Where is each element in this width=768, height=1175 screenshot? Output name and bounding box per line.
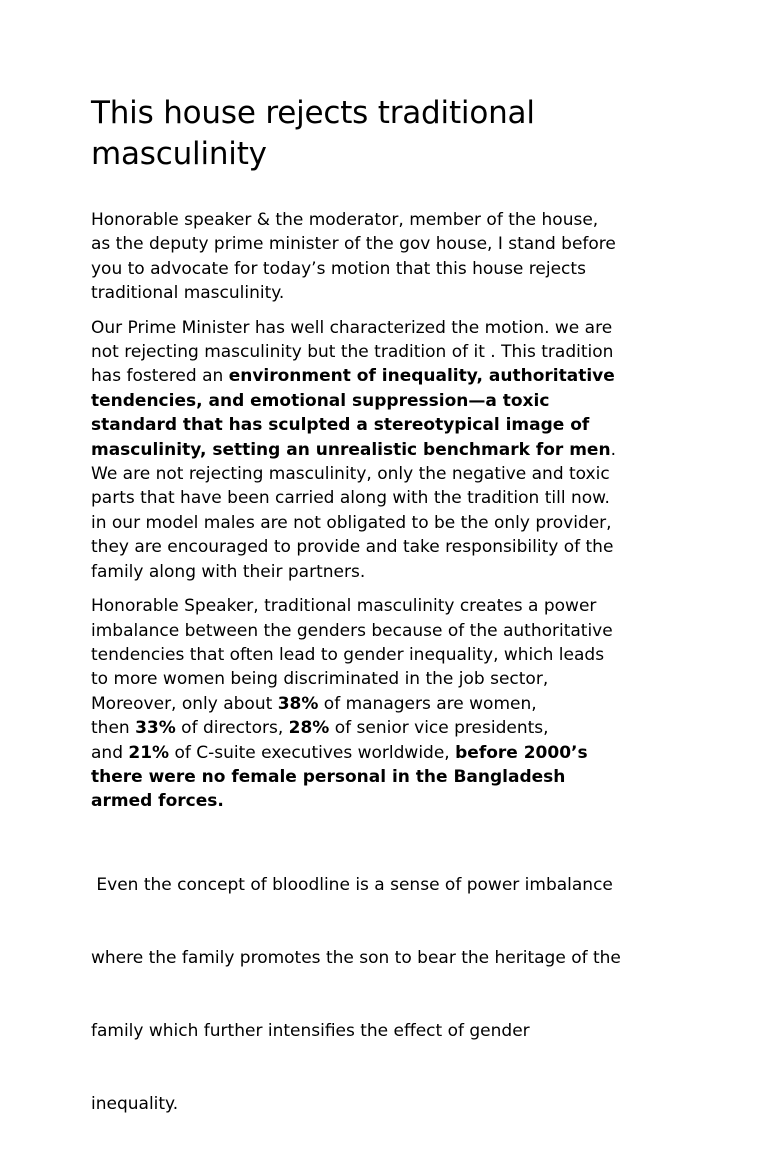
text-line: parts that have been carried along with the tradition till now. (91, 488, 610, 509)
text-line: as the deputy prime minister of the gov house, I stand before (91, 234, 616, 255)
text-run: of senior vice presidents, (329, 718, 549, 739)
text-line: where the family promotes the son to bear the heritage of the (91, 947, 621, 968)
text-line (91, 364, 691, 388)
text-line (91, 716, 691, 740)
statistic: 33% (135, 718, 176, 739)
paragraph-power-imbalance (91, 594, 691, 814)
text-line: traditional masculinity. (91, 283, 285, 304)
text-run: of managers are women, (318, 693, 537, 714)
text-line (91, 741, 691, 765)
document-page (91, 93, 691, 1175)
text-line: imbalance between the genders because of the authoritative (91, 620, 613, 641)
text-line: inequality. (91, 1094, 179, 1115)
bold-text-line: armed forces. (91, 791, 224, 812)
text-run: Moreover, only about (91, 693, 278, 714)
text-line (91, 692, 691, 716)
text-run: . (610, 439, 616, 460)
paragraph-motion (91, 316, 691, 584)
statistic: 21% (128, 742, 170, 763)
paragraph-intro (91, 208, 691, 306)
text-line: they are encouraged to provide and take responsibility of the (91, 537, 614, 558)
text-line: you to advocate for today’s motion that this house rejects (91, 258, 586, 279)
text-run: has fostered an (91, 366, 229, 387)
text-run: and (91, 742, 129, 763)
text-line: We are not rejecting masculinity, only the negative and toxic (91, 464, 610, 485)
title-line: masculinity (91, 136, 267, 172)
title-line: This house rejects traditional (91, 95, 535, 131)
text-line: not rejecting masculinity but the tradition of it . This tradition (91, 342, 614, 363)
text-line: tendencies that often lead to gender inequality, which leads (91, 644, 605, 665)
text-line: Honorable speaker & the moderator, member of the house, (91, 210, 599, 230)
text-line: Honorable Speaker, traditional masculinity creates a power (91, 596, 597, 617)
text-line: family along with their partners. (91, 561, 366, 582)
text-run: of directors, (175, 718, 289, 739)
text-line (91, 438, 691, 462)
text-line: Our Prime Minister has well characterized the motion. we are (91, 317, 613, 338)
paragraph-bloodline (91, 824, 691, 1166)
bold-text: before 2000’s (455, 742, 588, 763)
document-title (91, 93, 691, 175)
bold-text: environment of inequality, authoritative (228, 366, 615, 387)
text-line: to more women being discriminated in the job sector, (91, 669, 549, 690)
bold-text-line: tendencies, and emotional suppression—a toxic (91, 390, 550, 411)
statistic: 28% (288, 718, 330, 739)
statistic: 38% (277, 693, 319, 714)
text-line: family which further intensifies the effect of gender (91, 1021, 530, 1041)
bold-text-line: there were no female personal in the Bangladesh (91, 766, 566, 787)
text-run: of C-suite executives worldwide, (169, 742, 456, 763)
bold-text: masculinity, setting an unrealistic benchmark for men (91, 439, 611, 460)
text-run: then (91, 718, 136, 739)
bold-text-line: standard that has sculpted a stereotypical image of (91, 415, 590, 436)
text-line: Even the concept of bloodline is a sense of power imbalance (91, 874, 613, 895)
text-line: in our model males are not obligated to be the only provider, (91, 512, 612, 533)
